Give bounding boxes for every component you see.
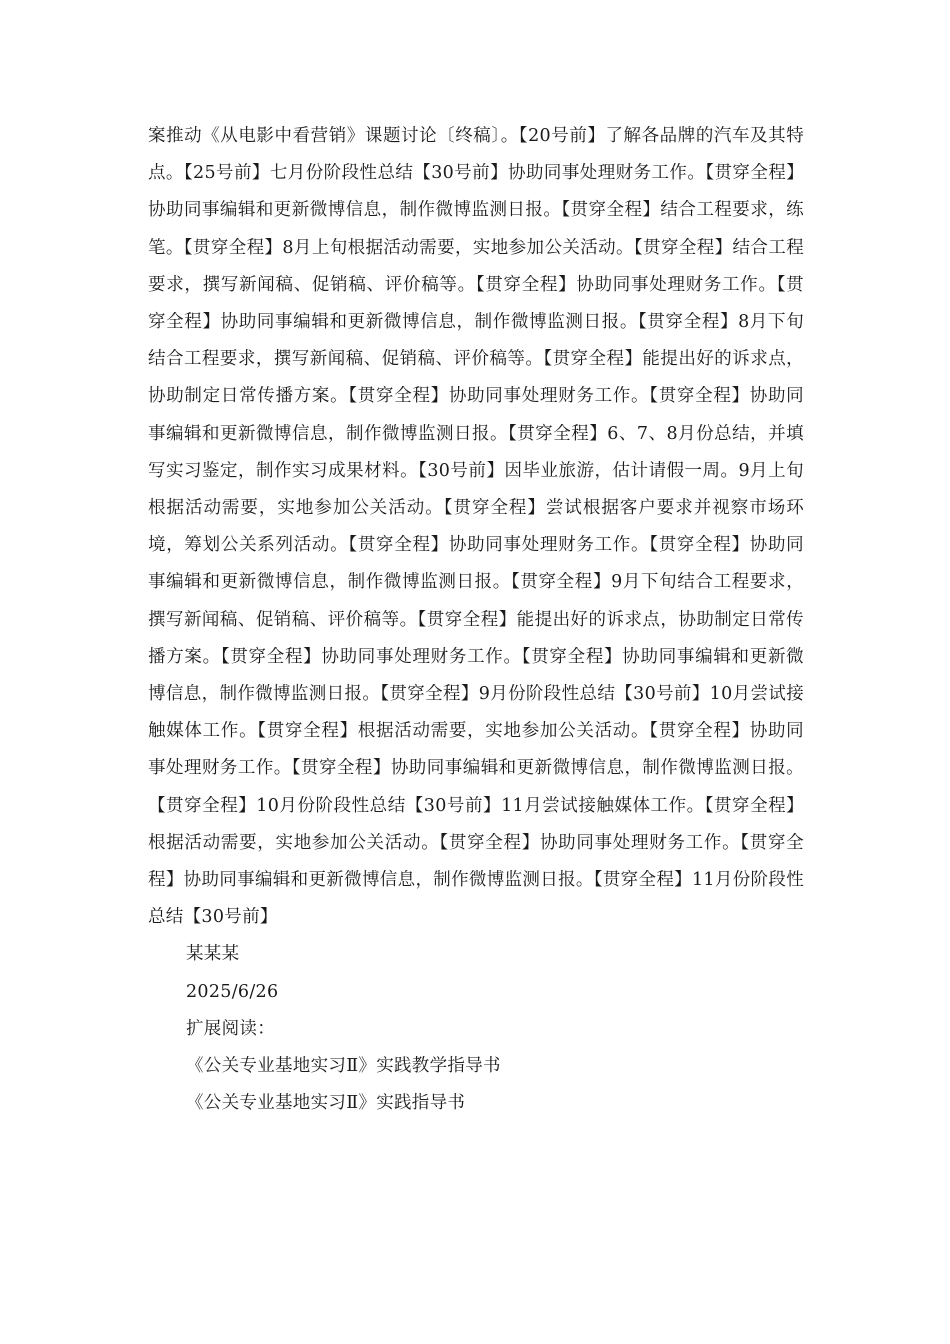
signature: 某某某 — [186, 944, 240, 965]
document-page — [148, 118, 804, 1122]
date: 2025/6/26 — [186, 981, 279, 1002]
extended-reading-label: 扩展阅读： — [186, 1018, 275, 1039]
extended-reading-item[interactable]: 《公关专业基地实习Ⅱ》实践指导书 — [186, 1093, 466, 1114]
extended-reading-item[interactable]: 《公关专业基地实习Ⅱ》实践教学指导书 — [186, 1056, 501, 1077]
body-paragraph: 案推动《从电影中看营销》课题讨论〔终稿〕。【20号前】了解各品牌的汽车及其特点。【25号前】七月份阶段性总结【30号前】协助同事处理财务工作。【贯穿全程】协助同事编辑和更新微博信息，制作微博监测日报。【贯穿全程】结合工程要求，练笔。【贯穿全程】8月上旬根据活动需要，实地参加公关活动。【贯穿全程】结合工程要求，撰写新闻稿、促销稿、评价稿等。【贯穿全程】协助同事处理财务工作。【贯穿全程】协助同事编辑和更新微博信息，制作微博监测日报。【贯穿全程】8月下旬结合工程要求，撰写新闻稿、促销稿、评价稿等。【贯穿全程】能提出好的诉求点，协助制定日常传播方案。【贯穿全程】协助同事处理财务工作。【贯穿全程】协助同事编辑和更新微博信息，制作微博监测日报。【贯穿全程】6、7、8月份总结，并填写实习鉴定，制作实习成果材料。【30号前】因毕业旅游，估计请假一周。9月上旬根据活动需要，实地参加公关活动。【贯穿全程】尝试根据客户要求并视察市场环境，筹划公关系列活动。【贯穿全程】协助同事处理财务工作。【贯穿全程】协助同事编辑和更新微博信息，制作微博监测日报。【贯穿全程】9月下旬结合工程要求，撰写新闻稿、促销稿、评价稿等。【贯穿全程】能提出好的诉求点，协助制定日常传播方案。【贯穿全程】协助同事处理财务工作。【贯穿全程】协助同事编辑和更新微博信息，制作微博监测日报。【贯穿全程】9月份阶段性总结【30号前】10月尝试接触媒体工作。【贯穿全程】根据活动需要，实地参加公关活动。【贯穿全程】协助同事处理财务工作。【贯穿全程】协助同事编辑和更新微博信息，制作微博监测日报。【贯穿全程】10月份阶段性总结【30号前】11月尝试接触媒体工作。【贯穿全程】根据活动需要，实地参加公关活动。【贯穿全程】协助同事处理财务工作。【贯穿全程】协助同事编辑和更新微博信息，制作微博监测日报。【贯穿全程】11月份阶段性总结【30号前】 — [148, 126, 804, 928]
